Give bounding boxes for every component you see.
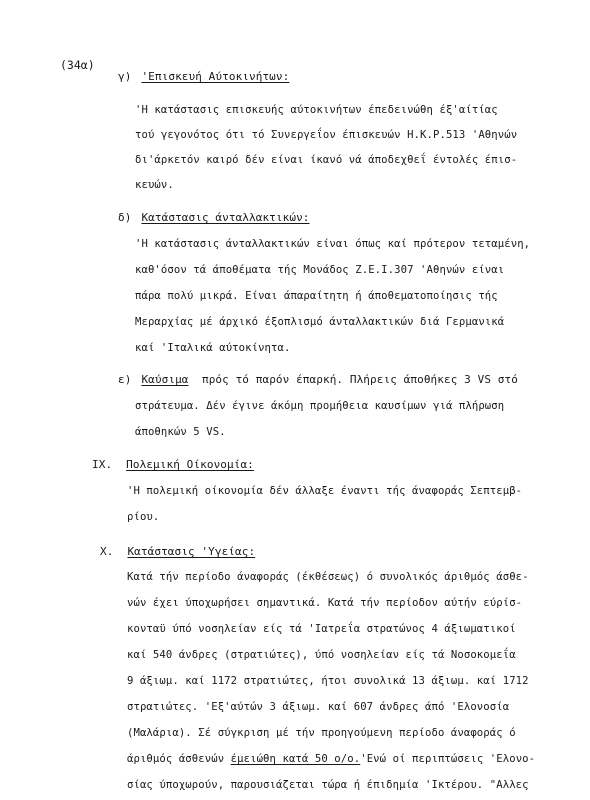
section-d-line-4: Μεραρχίας μέ άρχικό έξοπλισμό άνταλλακτικών διά Γερμανικά <box>135 316 505 328</box>
section-g-title: 'Επισκευή Αύτοκινήτων: <box>141 70 290 83</box>
section-x-line-8-end: 'Ενώ οί περιπτώσεις 'Ελονο- <box>360 753 536 765</box>
section-g-label: γ) <box>118 70 132 83</box>
section-d-line-1: 'Η κατάστασις άνταλλακτικών είναι όπως καί πρότερον τεταμένη, <box>135 238 531 250</box>
section-x-label: X. <box>100 545 114 558</box>
section-x-line-8 <box>127 752 535 766</box>
section-x-line-4: καί 540 άνδρες (στρατιώτες), ύπό νοσηλείαν είς τά Νοσοκομεΐα <box>127 649 516 661</box>
section-ix-title: Πολεμική Οίκονομία: <box>126 458 254 471</box>
section-g-heading <box>118 70 289 84</box>
section-x-line-2: νών έχει ύποχωρήσει σημαντικά. Κατά τήν περίοδον αύτήν εύρίσ- <box>127 597 523 609</box>
section-x-line-1: Κατά τήν περίοδο άναφοράς (έκθέσεως) ό συνολικός άριθμός άσθε- <box>127 571 529 583</box>
section-x-line-9: σίας ύποχωρούν, παρουσιάζεται τώρα ή έπιδημία 'Ικτέρου. "Αλλες <box>127 779 529 791</box>
section-g-line-3: δι'άρκετόν καιρό δέν είναι ίκανό νά άποδεχθεΐ έντολές έπισ- <box>135 154 518 166</box>
section-ix-label: IX. <box>92 458 113 471</box>
section-x-heading <box>100 545 255 559</box>
section-x-line-8-underlined: έμειώθη κατά 50 ο/ο. <box>230 753 361 765</box>
section-x-line-5: 9 άξιωμ. καί 1172 στρατιώτες, ήτοι συνολικά 13 άξιωμ. καί 1712 <box>127 675 529 687</box>
section-e-line-2: στράτευμα. Δέν έγινε άκόμη προμήθεια καυσίμων γιά πλήρωση <box>135 400 505 412</box>
section-e-line-1: πρός τό παρόν έπαρκή. Πλήρεις άποθήκες 3 VS στό <box>201 373 518 386</box>
section-g-line-2: τού γεγονότος ότι τό Συνεργεΐον έπισκευών Η.Κ.Ρ.513 'Αθηνών <box>135 129 518 141</box>
section-x-line-3: κονταϋ ύπό νοσηλείαν είς τά 'Ιατρεΐα στρατώνος 4 άξιωματικοί <box>127 623 516 635</box>
section-x-line-8-start: άριθμός άσθενών <box>127 753 231 765</box>
section-e-title: Καύσιμα <box>141 373 189 386</box>
section-d-line-2: καθ'όσον τά άποθέματα τής Μονάδος Ζ.Ε.Ι.307 'Αθηνών είναι <box>135 264 505 276</box>
section-d-line-5: καί 'Ιταλικά αύτοκίνητα. <box>135 342 291 354</box>
section-x-line-6: στρατιώτες. 'Εξ'αύτών 3 άξιωμ. καί 607 άνδρες άπό 'Ελονοσία <box>127 701 510 713</box>
section-ix-line-2: ρίου. <box>127 511 160 523</box>
section-d-line-3: πάρα πολύ μικρά. Είναι άπαραίτητη ή άποθεματοποίησις τής <box>135 290 498 302</box>
section-ix-line-1: 'Η πολεμική οίκονομία δέν άλλαξε έναντι τής άναφοράς Σεπτεμβ- <box>127 485 523 497</box>
section-d-heading <box>118 211 310 225</box>
section-x-title: Κατάστασις 'Υγείας: <box>127 545 256 558</box>
section-g-line-1: 'Η κατάστασις επισκευής αύτοκινήτων έπεδεινώθη έξ'αίτίας <box>135 104 498 116</box>
section-e-label: ε) <box>118 373 132 386</box>
section-g-line-4: κευών. <box>135 179 174 191</box>
section-e-heading <box>118 373 518 387</box>
section-ix-heading <box>92 458 254 472</box>
section-d-label: δ) <box>118 211 132 224</box>
section-d-title: Κατάστασις άνταλλακτικών: <box>141 211 310 224</box>
page-number: (34α) <box>60 58 95 72</box>
section-x-line-7: (Μαλάρια). Σέ σύγκριση μέ τήν προηγούμενη περίοδο άναφοράς ό <box>127 727 516 739</box>
section-e-line-3: άποθηκών 5 VS. <box>135 426 226 438</box>
